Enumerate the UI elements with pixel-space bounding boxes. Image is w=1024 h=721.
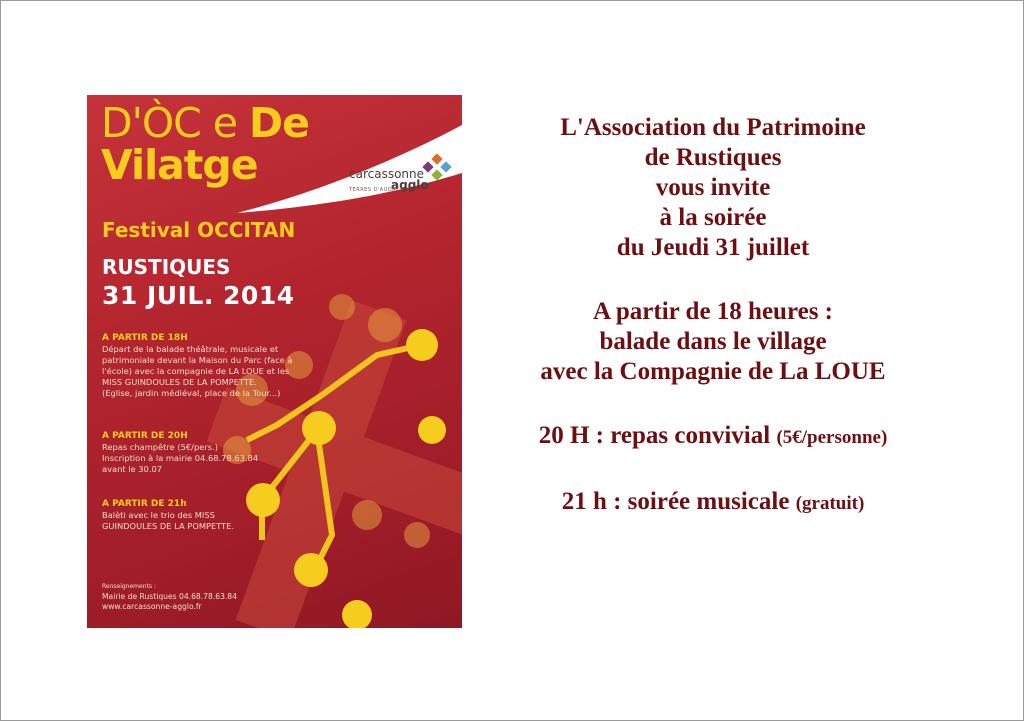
invite-line-compagnie: avec la Compagnie de La LOUE	[540, 358, 886, 385]
invite-line-rustiques: de Rustiques	[644, 144, 782, 171]
poster-contact: Renseignements : Mairie de Rustiques 04.68.78.63.84 www.carcassonne-agglo.fr	[102, 583, 237, 611]
invite-line-repas: 20 H : repas convivial (5€/personne)	[538, 422, 888, 449]
invite-line-balade: balade dans le village	[599, 328, 827, 355]
poster-block-18h: A PARTIR DE 18H Départ de la balade théâtrale, musicale et patrimoniale devant la Maison du Parc (face à l'école) avec la compagnie de LA LOUE et les MISS GUINDOULES DE LA POMPETTE. (Eglise, jardin médiéval, place de la Tour...)	[102, 333, 293, 398]
festival-poster	[87, 95, 462, 628]
invitation-text	[478, 113, 948, 519]
poster-block-21h: A PARTIR DE 21h Balèti avec le trio des MISS GUINDOULES DE LA POMPETTE.	[102, 499, 235, 531]
poster-place: RUSTIQUES	[102, 255, 231, 279]
invite-line-soiree: à la soirée	[659, 204, 767, 231]
poster-block-20h: A PARTIR DE 20H Repas champêtre (5€/pers.) Inscription à la mairie 04.68.78.63.84 avant le 30.07	[102, 431, 259, 474]
invite-line-18h: A partir de 18 heures :	[592, 298, 834, 325]
poster-title-line2: Vilatge	[101, 141, 258, 189]
invite-line-musicale: 21 h : soirée musicale (gratuit)	[561, 488, 865, 515]
poster-festival: Festival OCCITAN	[102, 218, 296, 242]
invite-line-association: L'Association du Patrimoine	[560, 114, 866, 141]
poster-title-line1: D'ÒC e De	[101, 99, 309, 147]
carcassonne-agglo-logo: carcassonne agglo TERRES D'AUDACE	[349, 167, 429, 193]
invite-line-invite: vous invite	[655, 174, 771, 201]
poster-date: 31 JUIL. 2014	[102, 281, 295, 310]
invite-line-date: du Jeudi 31 juillet	[616, 234, 810, 261]
